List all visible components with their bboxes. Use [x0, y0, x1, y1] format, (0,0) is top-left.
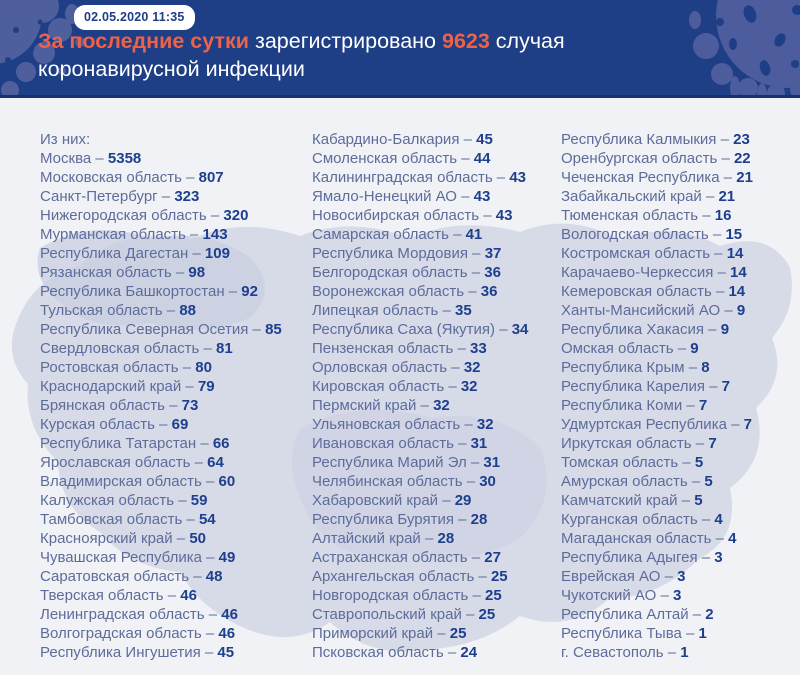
region-name: Забайкальский край –: [561, 188, 719, 205]
region-value: 44: [473, 150, 491, 167]
region-value: 7: [708, 435, 717, 452]
region-name: Иркутская область –: [561, 435, 709, 452]
region-value: 7: [721, 378, 730, 395]
region-row: [561, 472, 800, 491]
region-value: 31: [483, 454, 501, 471]
region-row: [40, 168, 310, 187]
region-row: [561, 358, 800, 377]
region-value: 1: [680, 644, 689, 661]
list-intro: [40, 130, 310, 149]
region-value: 320: [223, 207, 249, 224]
region-name: Курская область –: [40, 416, 172, 433]
region-name: Владимирская область –: [40, 473, 219, 490]
region-row: [40, 415, 310, 434]
region-value: 143: [202, 226, 228, 243]
headline-text-2: случая: [489, 29, 565, 53]
region-value: 46: [180, 587, 197, 604]
region-value: 14: [728, 283, 746, 300]
region-row: [561, 605, 800, 624]
region-row: [40, 206, 310, 225]
region-row: [561, 282, 800, 301]
region-row: [312, 510, 582, 529]
region-column-3: [561, 130, 800, 662]
region-name: Мурманская область –: [40, 226, 203, 243]
region-value: 33: [469, 340, 487, 357]
region-row: [40, 225, 310, 244]
region-row: [561, 453, 800, 472]
region-value: 34: [511, 321, 529, 338]
region-row: [40, 567, 310, 586]
region-row: [561, 510, 800, 529]
region-name: Республика Крым –: [561, 359, 702, 376]
region-value: 85: [265, 321, 282, 338]
region-row: [40, 529, 310, 548]
region-name: Ярославская область –: [40, 454, 208, 471]
region-row: [40, 396, 310, 415]
region-value: 46: [221, 606, 238, 623]
region-row: [40, 491, 310, 510]
region-name: Воронежская область –: [312, 283, 481, 300]
region-row: [40, 548, 310, 567]
region-name: Томская область –: [561, 454, 695, 471]
region-row: [561, 586, 800, 605]
region-name: Республика Коми –: [561, 397, 699, 414]
region-name: Костромская область –: [561, 245, 727, 262]
region-value: 30: [479, 473, 496, 490]
region-row: [312, 320, 582, 339]
region-name: Новосибирская область –: [312, 207, 496, 224]
region-value: 3: [672, 587, 682, 604]
region-value: 80: [195, 359, 212, 376]
region-row: [561, 491, 800, 510]
region-row: [561, 263, 800, 282]
region-name: Пермский край –: [312, 397, 434, 414]
region-value: 36: [480, 283, 498, 300]
region-row: [40, 263, 310, 282]
headline-accent-phrase: За последние сутки: [38, 29, 249, 53]
region-value: 7: [743, 416, 752, 433]
region-name: Хабаровский край –: [312, 492, 455, 509]
region-name: Республика Башкортостан –: [40, 283, 242, 300]
region-row: [561, 377, 800, 396]
region-name: Саратовская область –: [40, 568, 206, 585]
region-value: 31: [470, 435, 488, 452]
region-name: Ленинградская область –: [40, 606, 222, 623]
region-value: 5: [704, 473, 713, 490]
region-value: 5358: [107, 150, 142, 167]
region-value: 109: [204, 245, 230, 262]
region-value: 50: [189, 530, 206, 547]
headline-line1: [38, 27, 758, 55]
region-row: [561, 434, 800, 453]
region-name: Кабардино-Балкария –: [312, 131, 477, 148]
region-row: [312, 130, 582, 149]
region-value: 69: [171, 416, 189, 433]
region-name: Ханты-Мансийский АО –: [561, 302, 737, 319]
region-value: 45: [217, 644, 235, 661]
region-row: [312, 244, 582, 263]
region-row: [561, 206, 800, 225]
header: [0, 0, 800, 98]
region-name: Республика Алтай –: [561, 606, 706, 623]
region-row: [312, 263, 582, 282]
region-name: Республика Калмыкия –: [561, 131, 734, 148]
region-name: Республика Дагестан –: [40, 245, 205, 262]
region-row: [40, 472, 310, 491]
region-row: [40, 453, 310, 472]
region-row: [561, 529, 800, 548]
region-name: Москва –: [40, 150, 108, 167]
region-column-2: [312, 130, 582, 662]
region-name: Архангельская область –: [312, 568, 491, 585]
region-name: Смоленская область –: [312, 150, 474, 167]
region-value: 2: [705, 606, 714, 623]
region-row: [312, 377, 582, 396]
headline-line2: коронавирусной инфекции: [38, 57, 305, 81]
headline-cases-count: 9623: [441, 29, 490, 53]
region-value: 60: [218, 473, 236, 490]
headline: [38, 27, 758, 83]
region-value: 5: [694, 492, 703, 509]
region-row: [40, 624, 310, 643]
region-row: [40, 643, 310, 662]
region-row: [40, 605, 310, 624]
region-value: 79: [197, 378, 215, 395]
region-name: Республика Бурятия –: [312, 511, 471, 528]
region-name: Курганская область –: [561, 511, 715, 528]
region-row: [561, 168, 800, 187]
region-row: [312, 358, 582, 377]
region-row: [561, 130, 800, 149]
region-name: Волгоградская область –: [40, 625, 219, 642]
region-row: [40, 358, 310, 377]
region-name: Республика Ингушетия –: [40, 644, 218, 661]
region-value: 32: [460, 378, 478, 395]
region-row: [40, 320, 310, 339]
region-row: [312, 149, 582, 168]
region-value: 27: [484, 549, 501, 566]
region-value: 43: [495, 207, 513, 224]
region-name: Республика Марий Эл –: [312, 454, 484, 471]
region-row: [312, 529, 582, 548]
region-name: Брянская область –: [40, 397, 182, 414]
region-name: Карачаево-Черкессия –: [561, 264, 731, 281]
region-row: [40, 510, 310, 529]
region-name: Ивановская область –: [312, 435, 471, 452]
region-name: Приморский край –: [312, 625, 450, 642]
region-value: 35: [455, 302, 472, 319]
region-row: [312, 643, 582, 662]
region-name: Омская область –: [561, 340, 691, 357]
region-row: [561, 624, 800, 643]
region-value: 9: [736, 302, 746, 319]
region-value: 92: [241, 283, 258, 300]
region-row: [312, 225, 582, 244]
region-row: [40, 282, 310, 301]
region-name: Калининградская область –: [312, 169, 510, 186]
region-name: Республика Адыгея –: [561, 549, 715, 566]
region-row: [312, 453, 582, 472]
region-name: Кировская область –: [312, 378, 461, 395]
region-row: [312, 396, 582, 415]
region-row: [312, 168, 582, 187]
region-value: 807: [198, 169, 224, 186]
region-row: [561, 339, 800, 358]
region-row: [40, 187, 310, 206]
region-name: Нижегородская область –: [40, 207, 224, 224]
region-row: [561, 415, 800, 434]
region-row: [312, 548, 582, 567]
headline-text-1: зарегистрировано: [249, 29, 442, 53]
intro-label: Из них:: [40, 131, 91, 148]
region-value: 54: [198, 511, 216, 528]
region-value: 37: [484, 245, 502, 262]
region-name: Амурская область –: [561, 473, 705, 490]
region-name: Пензенская область –: [312, 340, 470, 357]
region-name: Чеченская Республика –: [561, 169, 737, 186]
region-value: 66: [212, 435, 230, 452]
region-row: [312, 567, 582, 586]
region-row: [312, 301, 582, 320]
region-name: Свердловская область –: [40, 340, 217, 357]
region-row: [561, 643, 800, 662]
region-value: 25: [490, 568, 508, 585]
region-value: 8: [701, 359, 710, 376]
region-value: 98: [188, 264, 206, 281]
region-row: [40, 586, 310, 605]
region-value: 16: [714, 207, 732, 224]
region-name: Республика Тыва –: [561, 625, 699, 642]
region-name: Краснодарский край –: [40, 378, 198, 395]
region-name: Ульяновская область –: [312, 416, 477, 433]
region-value: 41: [465, 226, 483, 243]
region-value: 49: [218, 549, 236, 566]
region-name: Астраханская область –: [312, 549, 485, 566]
region-name: Еврейская АО –: [561, 568, 678, 585]
region-value: 21: [718, 188, 736, 205]
region-value: 23: [733, 131, 750, 148]
region-name: Магаданская область –: [561, 530, 729, 547]
region-row: [312, 605, 582, 624]
region-row: [40, 149, 310, 168]
region-name: Алтайский край –: [312, 530, 438, 547]
region-name: г. Севастополь –: [561, 644, 681, 661]
region-value: 48: [205, 568, 223, 585]
region-name: Московская область –: [40, 169, 199, 186]
region-value: 21: [736, 169, 753, 186]
region-name: Кемеровская область –: [561, 283, 729, 300]
region-name: Ямало-Ненецкий АО –: [312, 188, 474, 205]
region-row: [312, 187, 582, 206]
region-row: [561, 320, 800, 339]
region-row: [561, 244, 800, 263]
region-name: Республика Северная Осетия –: [40, 321, 266, 338]
region-row: [312, 415, 582, 434]
region-value: 32: [476, 416, 494, 433]
region-row: [561, 567, 800, 586]
region-name: Орловская область –: [312, 359, 464, 376]
region-value: 24: [460, 644, 478, 661]
region-name: Ростовская область –: [40, 359, 196, 376]
region-value: 43: [473, 188, 491, 205]
region-name: Республика Карелия –: [561, 378, 722, 395]
region-name: Камчатский край –: [561, 492, 695, 509]
region-row: [312, 491, 582, 510]
region-row: [312, 434, 582, 453]
region-value: 4: [714, 511, 723, 528]
region-row: [40, 244, 310, 263]
region-value: 25: [449, 625, 467, 642]
region-value: 1: [698, 625, 707, 642]
region-name: Ставропольский край –: [312, 606, 479, 623]
region-name: Липецкая область –: [312, 302, 456, 319]
region-name: Красноярский край –: [40, 530, 190, 547]
region-value: 36: [484, 264, 501, 281]
region-value: 323: [174, 188, 200, 205]
region-column-1: [40, 130, 310, 662]
region-name: Псковская область –: [312, 644, 461, 661]
region-value: 25: [484, 587, 502, 604]
region-name: Чувашская Республика –: [40, 549, 219, 566]
region-value: 88: [179, 302, 196, 319]
region-value: 4: [728, 530, 737, 547]
region-name: Тульская область –: [40, 302, 180, 319]
region-value: 3: [677, 568, 686, 585]
region-value: 45: [476, 131, 493, 148]
region-name: Республика Саха (Якутия) –: [312, 321, 512, 338]
region-value: 43: [509, 169, 526, 186]
region-value: 32: [433, 397, 450, 414]
region-value: 14: [726, 245, 744, 262]
region-value: 28: [470, 511, 488, 528]
region-value: 3: [714, 549, 723, 566]
region-row: [312, 472, 582, 491]
region-row: [561, 548, 800, 567]
region-value: 7: [698, 397, 708, 414]
region-value: 73: [181, 397, 199, 414]
region-name: Челябинская область –: [312, 473, 480, 490]
region-value: 15: [725, 226, 743, 243]
region-name: Республика Татарстан –: [40, 435, 213, 452]
region-value: 5: [694, 454, 704, 471]
region-name: Тверская область –: [40, 587, 181, 604]
region-name: Новгородская область –: [312, 587, 485, 604]
region-name: Белгородская область –: [312, 264, 485, 281]
region-value: 9: [720, 321, 730, 338]
region-row: [561, 149, 800, 168]
region-row: [312, 624, 582, 643]
region-row: [40, 434, 310, 453]
region-row: [40, 339, 310, 358]
region-value: 9: [690, 340, 699, 357]
region-name: Самарская область –: [312, 226, 466, 243]
region-row: [312, 206, 582, 225]
region-row: [561, 396, 800, 415]
region-name: Рязанская область –: [40, 264, 189, 281]
region-row: [312, 586, 582, 605]
region-row: [40, 377, 310, 396]
region-row: [561, 301, 800, 320]
region-value: 46: [218, 625, 236, 642]
datetime-badge: 02.05.2020 11:35: [74, 5, 195, 30]
region-name: Тамбовская область –: [40, 511, 199, 528]
region-value: 64: [207, 454, 224, 471]
region-row: [312, 339, 582, 358]
region-value: 22: [733, 150, 751, 167]
region-value: 29: [454, 492, 472, 509]
regions-board: [0, 98, 800, 675]
region-name: Санкт-Петербург –: [40, 188, 175, 205]
region-name: Чукотский АО –: [561, 587, 673, 604]
region-name: Тюменская область –: [561, 207, 715, 224]
region-name: Республика Мордовия –: [312, 245, 485, 262]
region-name: Удмуртская Республика –: [561, 416, 744, 433]
region-value: 81: [216, 340, 233, 357]
region-value: 25: [478, 606, 496, 623]
region-row: [312, 282, 582, 301]
region-name: Вологодская область –: [561, 226, 726, 243]
region-name: Оренбургская область –: [561, 150, 734, 167]
region-value: 59: [190, 492, 208, 509]
region-row: [561, 187, 800, 206]
region-value: 32: [463, 359, 481, 376]
region-value: 28: [437, 530, 455, 547]
region-row: [40, 301, 310, 320]
region-name: Республика Хакасия –: [561, 321, 721, 338]
region-name: Калужская область –: [40, 492, 191, 509]
region-value: 14: [730, 264, 747, 281]
region-row: [561, 225, 800, 244]
